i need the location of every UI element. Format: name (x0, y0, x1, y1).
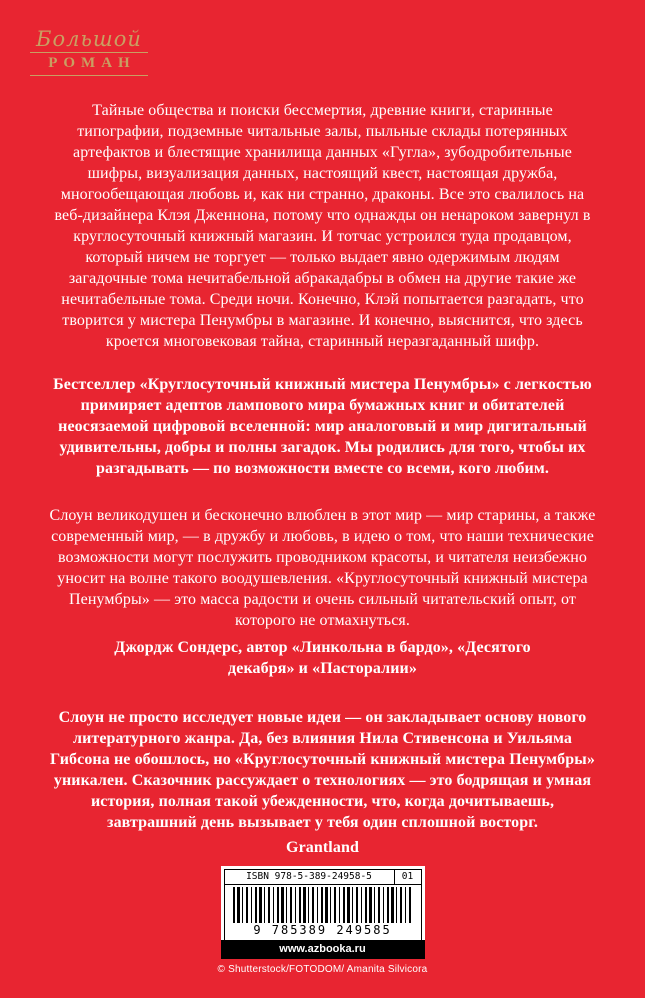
annotation-paragraph: Тайные общества и поиски бессмертия, древние книги, старинные типографии, подземные читальные залы, пыльные склады потерянных артефактов и блестящие хранилища данных «Гугла», зубодробительные шифры, визуализация данных, настоящий квест, настоящая дружба, многообещающая любовь и, как ни странно, драконы. Все это свалилось на веб-дизайнера Клэя Дженнона, потому что однажды он ненароком завернул в круглосуточный книжный магазин. И тотчас устроился туда продавцом, который ничем не торгует — только выдает явно одержимым людям загадочные тома нечитабельной абракадабры в обмен на другие такие же нечитабельные тома. Среди ночи. Конечно, Клэй попытается разгадать, что творится у мистера Пенумбры в магазине. И конечно, выяснится, что здесь кроется многовековая тайна, старинный неразгаданный шифр. (54, 102, 591, 350)
series-logo-line1: Большой (36, 27, 142, 51)
isbn-row (225, 870, 421, 885)
barcode-block (221, 866, 425, 959)
back-cover-text (0, 100, 645, 858)
barcode-bars (233, 887, 413, 923)
ean-number: 9 785389 249585 (253, 923, 392, 937)
saunders-quote-paragraph: Слоун великодушен и бесконечно влюблен в этот мир — мир старины, а также современный мир, — в дружбу и любовь, в идею о том, что наши технические возможности могут послужить проводником красоты, и читателя неизбежно уносит на волне такого воодушевления. «Круглосуточный книжный мистера Пенумбры» — это масса радости и очень сильный читательский опыт, от которого не отмахнуться. (49, 507, 596, 629)
barcode-frame (224, 869, 422, 940)
series-logo-line2: РОМАН (30, 52, 148, 76)
grantland-quote-paragraph: Слоун не просто исследует новые идеи — он закладывает основу нового литературного жанра. Да, без влияния Нила Стивенсона и Уильяма Гибсона не обошлось, но «Круглосуточный книжный мистера Пенумбры» уникален. Сказочник рассуждает о технологиях — это бодрящая и умная история, полная такой убежденности, что, когда дочитываешь, завтрашний день вызывает у тебя один сплошной восторг. (50, 709, 595, 831)
publisher-website: www.azbooka.ru (221, 940, 425, 959)
isbn-number: ISBN 978-5-389-24958-5 (246, 871, 372, 882)
barcode-addon-code: 01 (394, 870, 421, 884)
grantland-attribution: Grantland (286, 839, 359, 856)
publisher-note-paragraph: Бестселлер «Круглосуточный книжный мистера Пенумбры» с легкостью примиряет адептов лампового мира бумажных книг и обитателей неосязаемой цифровой вселенной: мир аналоговый и мир дигитальный удивительны, добры и полны загадок. Мы родились для того, чтобы их разгадывать — по возможности вместе со всеми, кого любим. (53, 376, 592, 477)
photo-credit: © Shutterstock/FOTODOM/ Amanita Silvicora (217, 964, 428, 975)
series-logo (30, 28, 148, 76)
saunders-attribution: Джордж Сондерс, автор «Линкольна в бардо», «Десятого декабря» и «Пасторалии» (114, 639, 531, 677)
